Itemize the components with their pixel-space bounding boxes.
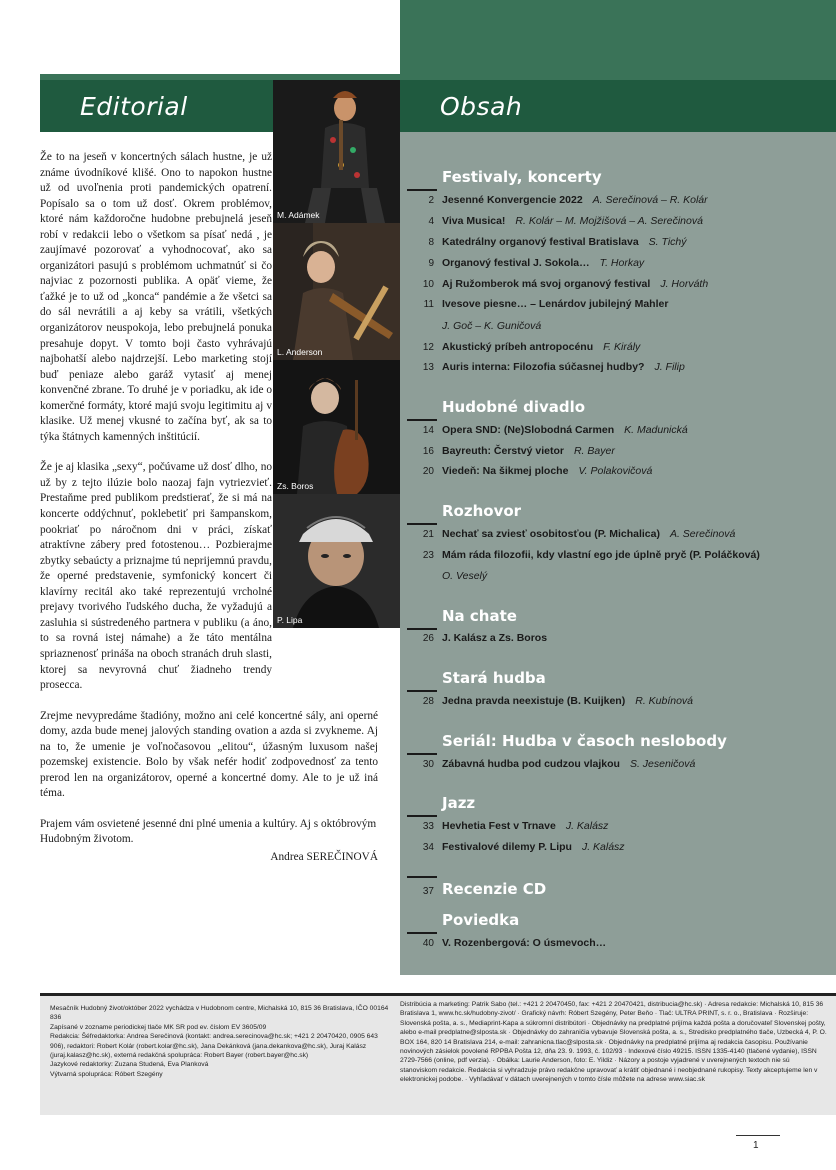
toc-page-number: 10 [422,279,434,290]
toc-article-author: A. Serečinová – R. Kolár [592,194,708,206]
toc-extra-author: J. Goč – K. Guničová [442,320,542,332]
toc-page-number: 2 [428,195,434,206]
toc-article-author: F. Király [603,341,641,353]
toc-row[interactable] [408,278,828,290]
toc-article-title: Hevhetia Fest v Trnave [442,820,556,832]
toc-article-author: R. Bayer [573,445,615,457]
section-rule [407,932,437,934]
toc-article-author: A. Serečinová [669,528,736,540]
photo-caption: M. Adámek [277,210,320,220]
toc-article-author: S. Jeseničová [629,758,696,770]
editorial-heading: Editorial [80,92,188,121]
toc-page-number: 37 [422,886,434,897]
imprint-line: Jazykové redaktorky: Zuzana Studená, Eva Planková [50,1061,209,1069]
imprint-line: Zapísané v zozname periodickej tlače MK SR pod ev. číslom EV 3605/09 [50,1023,267,1031]
toc-page-number: 40 [422,938,434,949]
toc-row[interactable] [408,298,828,310]
section-divadlo: Hudobné divadlo [442,398,586,416]
toc-page-number: 23 [422,550,434,561]
section-rule [407,628,437,630]
toc-page-number: 30 [422,759,434,770]
section-festivaly: Festivaly, koncerty [442,168,602,186]
toc-article-title: Festivalové dilemy P. Lipu [442,841,572,853]
toc-row[interactable] [408,937,828,949]
section-rule [407,753,437,755]
imprint-line: Výtvarná spolupráca: Róbert Szegény [50,1070,163,1078]
section-recenzie: Recenzie CD [442,880,547,898]
toc-article-title: V. Rozenbergová: O úsmevoch… [442,937,607,949]
toc-row[interactable] [408,194,828,206]
toc-article-author: V. Polakovičová [578,465,653,477]
section-rule [407,690,437,692]
imprint-line: Redakcia: Šéfredaktorka: Andrea Serečinová (kontakt: andrea.serecinova@hc.sk; +421 2 20470420, 0905 643 906), redaktori: Robert Kolár (robert.kolar@hc.sk), Jana Dekánková (jana.dekankova@hc.sk), Juraj Kalász (juraj.kalasz@hc.sk), externá redakčná spolupráca: Robert Bayer (robert.bayer@hc.sk) [50,1033,378,1060]
section-rule [407,876,437,878]
section-rule [407,419,437,421]
toc-row[interactable] [408,528,828,540]
imprint-text: Distribúcia a marketing: Patrik Sabo (tel.: +421 2 20470450, fax: +421 2 20470421, distribucia@hc.sk) · Adresa redakcie: Michalská 10, 815 36 Bratislava 1, www.hc.sk/hudobny-zivot/ · Grafický návrh: Róbert Szegény, Peter Beňo · Tlač: ULTRA PRINT, s. r. o., Bratislava · Rozširuje: Slovenská pošta, a. s., Mediaprint-Kapa a súkromní distribútori · Objednávky na predplatné prijíma každá pošta a doručovateľ Slovenskej pošty, alebo e-mail predplatne@slposta.sk · Objednávky do zahraničia vybavuje Slovenská pošta, a. s., Stredisko predplatného tlače, Uzbecká 4, P. O. BOX 164, 820 14 Bratislava 214, e-mail: zahranicna.tlac@slposta.sk · Objednávky na predplatné prijíma aj redakcia časopisu. Používanie novinových zásielok povolené RPPBA Pošta 12, dňa 23. 9. 1993, č. 102/93 · Indexové číslo 49215. ISSN 1335-4140 (tlačené vydanie), ISSN 2729-7566 (online, pdf verzia). · Obálka: Laurie Anderson, foto: E. Yildiz · Názory a postoje vyjadrené v uverejnených textoch nie sú stanoviskom redakcie. Redakcia si vyhradzuje právo redakčne upravovať a krátiť objednané i neobjednané rukopisy. Texty akceptujeme len v elektronickej podobe. · Vyhľadávať v dátach uverejnených v tomto čísle môžete na adrese www.siac.sk [400,1001,827,1084]
toc-article-title: Nechať sa zviesť osobitosťou (P. Michalica) [442,528,660,540]
toc-row[interactable] [408,361,828,373]
toc-page-number: 13 [422,362,434,373]
toc-page-number: 4 [428,216,434,227]
editorial-paragraph: Že to na jeseň v koncertných sálach hustne, je už známe úvodníkové klišé. Ono to napokon hustne už od uvoľnenia proti pandemických opatrení. Popísalo sa o tom už dosť. Okrem problémov, ktoré nám každoročne hudobne prebujnelá jeseň robí v redakcii lebo o všetkom sa písať nedá , je zaujímavé pozorovať a vyhodnocovať, ako sa organizátori pasujú s problémom uchmatnúť si čo najviac z pozornosti publika. A opäť vieme, že ťažké je to už od „konca“ pandémie a že všetci sa do sál nevrátili a aj keby sa vrátili, všetkých organizátorov neuspokoja, lebo prebujnelá ponuka presahuje dopyt. V tomto boji často vyhrávajú najbohatší alebo najdrzejší. Lebo marketing stojí buď peniaze alebo garáž vytasiť aj menej konvenčné zbrane. To druhé je v poriadku, ak ide o komerčné formáty, ktoré majú svoju legitimitu aj v klasike. Už menej vkusné to začína byť, ak sa to týka štátnych kamenných inštitúcií. [40,151,272,443]
toc-article-title: Viedeň: Na šikmej ploche [442,465,569,477]
editorial-paragraph: Prajem vám osvietené jesenné dni plné umenia a kultúry. Aj s októbrovým Hudobným životom. [40,817,377,846]
toc-row[interactable] [408,341,828,353]
section-rule [407,523,437,525]
toc-article-title: Jedna pravda neexistuje (B. Kuijken) [442,695,626,707]
toc-page-number: 34 [422,842,434,853]
toc-article-title: Viva Musica! [442,215,506,227]
toc-row[interactable] [408,549,828,561]
toc-article-title: Jesenné Konvergencie 2022 [442,194,583,206]
section-rozhovor: Rozhovor [442,502,522,520]
section-rule [407,815,437,817]
section-jazz: Jazz [442,794,476,812]
imprint-line: Mesačník Hudobný život/október 2022 vychádza v Hudobnom centre, Michalská 10, 815 36 Bratislava, IČO 00164 836 [50,1005,389,1022]
toc-article-title: Aj Ružomberok má svoj organový festival [442,278,651,290]
toc-article-title: Mám ráda filozofii, kdy vlastní ego jde úplně pryč (P. Poláčková) [442,549,760,561]
section-chate: Na chate [442,607,517,625]
photo-caption: Zs. Boros [277,481,314,491]
toc-article-title: Organový festival J. Sokola… [442,257,590,269]
toc-page-number: 20 [422,466,434,477]
toc-article-title: J. Kalász a Zs. Boros [442,632,548,644]
section-rule [407,189,437,191]
toc-row[interactable] [408,445,828,457]
toc-row[interactable] [408,695,828,707]
toc-article-author: K. Madunická [624,424,688,436]
toc-row[interactable] [408,465,828,477]
editorial-paragraph: Zrejme nevypredáme štadióny, možno ani celé koncertné sály, ani operné domy, azda bude menej jalových standing ovation a azda si zvykneme. Aj na to, že umenie je voľnočasovou „elitou“, úžasným luxusom našej pozemskej existencie. Bolo by však nefér hodiť zodpovednosť za tento prerod len na organizátorov, operné a koncertné domy. Ale to je už iná téma. [40,709,378,800]
toc-article-title: Katedrálny organový festival Bratislava [442,236,639,248]
toc-row[interactable] [408,424,828,436]
top-green-block [400,0,836,75]
toc-page-number: 14 [422,425,434,436]
toc-article-author: R. Kolár – M. Mojžišová – A. Serečinová [515,215,703,227]
editorial-paragraph: Že je aj klasika „sexy“, počúvame už dosť dlho, no už by z tejto ilúzie bolo naozaj fajn vytriezvieť. Prestaňme pred publikom predstierať, že si má na koncerte oddýchnuť, poklebetiť pri šampanskom, pookriať po náročnom dni v práci, získať atraktívne zábery pred fotostenou… Pozbierajme zbytky sebaúcty a priznajme tú neprijemnú pravdu, že operné predstavenie, symfonický koncert či klavírny recitál ako také reprezentujú vrcholné prejavy tvorivého ľudského ducha, že vyžadujú a zasluhia si sústredeného partnera v publiku (a áno, to sa rovná istej námahe) a že táto mentálna spriaznenosť prináša na oboch stranách druh slasti, ktorej sa nevyrovná chuť žiadneho trendy prosecca. [40,461,272,692]
toc-article-author: S. Tichý [648,236,687,248]
toc-article-title: Akustický príbeh antropocénu [442,341,594,353]
footer-top-rule [40,993,836,996]
section-serial: Seriál: Hudba v časoch neslobody [442,732,727,750]
toc-article-author: J. Kalász [565,820,609,832]
toc-page-number: 16 [422,446,434,457]
toc-row[interactable] [408,236,828,248]
toc-row[interactable] [408,215,828,227]
toc-row-recenzie[interactable] [408,880,828,898]
toc-article-author: T. Horkay [599,257,645,269]
toc-page-number: 28 [422,696,434,707]
photo-caption: P. Lipa [277,615,303,625]
toc-article-title: Zábavná hudba pod cudzou vlajkou [442,758,620,770]
photo-caption: L. Anderson [277,347,323,357]
footer-imprint-left [50,1004,390,1079]
toc-page-number: 21 [422,529,434,540]
toc-row[interactable] [408,758,828,770]
footer-imprint-right [400,1000,828,1085]
contents-heading: Obsah [440,92,523,121]
toc-article-title: Opera SND: (Ne)Slobodná Carmen [442,424,615,436]
page-number: 1 [753,1140,759,1151]
toc-row[interactable] [408,257,828,269]
toc-row[interactable] [408,820,828,832]
toc-page-number: 33 [422,821,434,832]
page-number-rule [736,1135,780,1136]
toc-article-author: J. Kalász [581,841,625,853]
toc-extra-author: O. Veselý [442,570,488,582]
toc-page-number: 26 [422,633,434,644]
editorial-signature: Andrea SEREČINOVÁ [270,850,378,863]
toc-page-number: 9 [428,258,434,269]
toc-article-author: J. Horváth [660,278,709,290]
toc-article-title: Auris interna: Filozofia súčasnej hudby? [442,361,645,373]
section-poviedka: Poviedka [442,911,520,929]
toc-row[interactable] [408,632,828,644]
toc-page-number: 12 [422,342,434,353]
editorial-text [40,150,380,866]
toc-article-author: R. Kubínová [635,695,694,707]
section-stara: Stará hudba [442,669,546,687]
toc-article-title: Bayreuth: Čerstvý vietor [442,445,564,457]
toc-page-number: 8 [428,237,434,248]
toc-row[interactable] [408,841,828,853]
toc-article-author: J. Filip [654,361,685,373]
toc-article-title: Ivesove piesne… – Lenárdov jubilejný Mahler [442,298,669,310]
toc-page-number: 11 [423,299,434,310]
